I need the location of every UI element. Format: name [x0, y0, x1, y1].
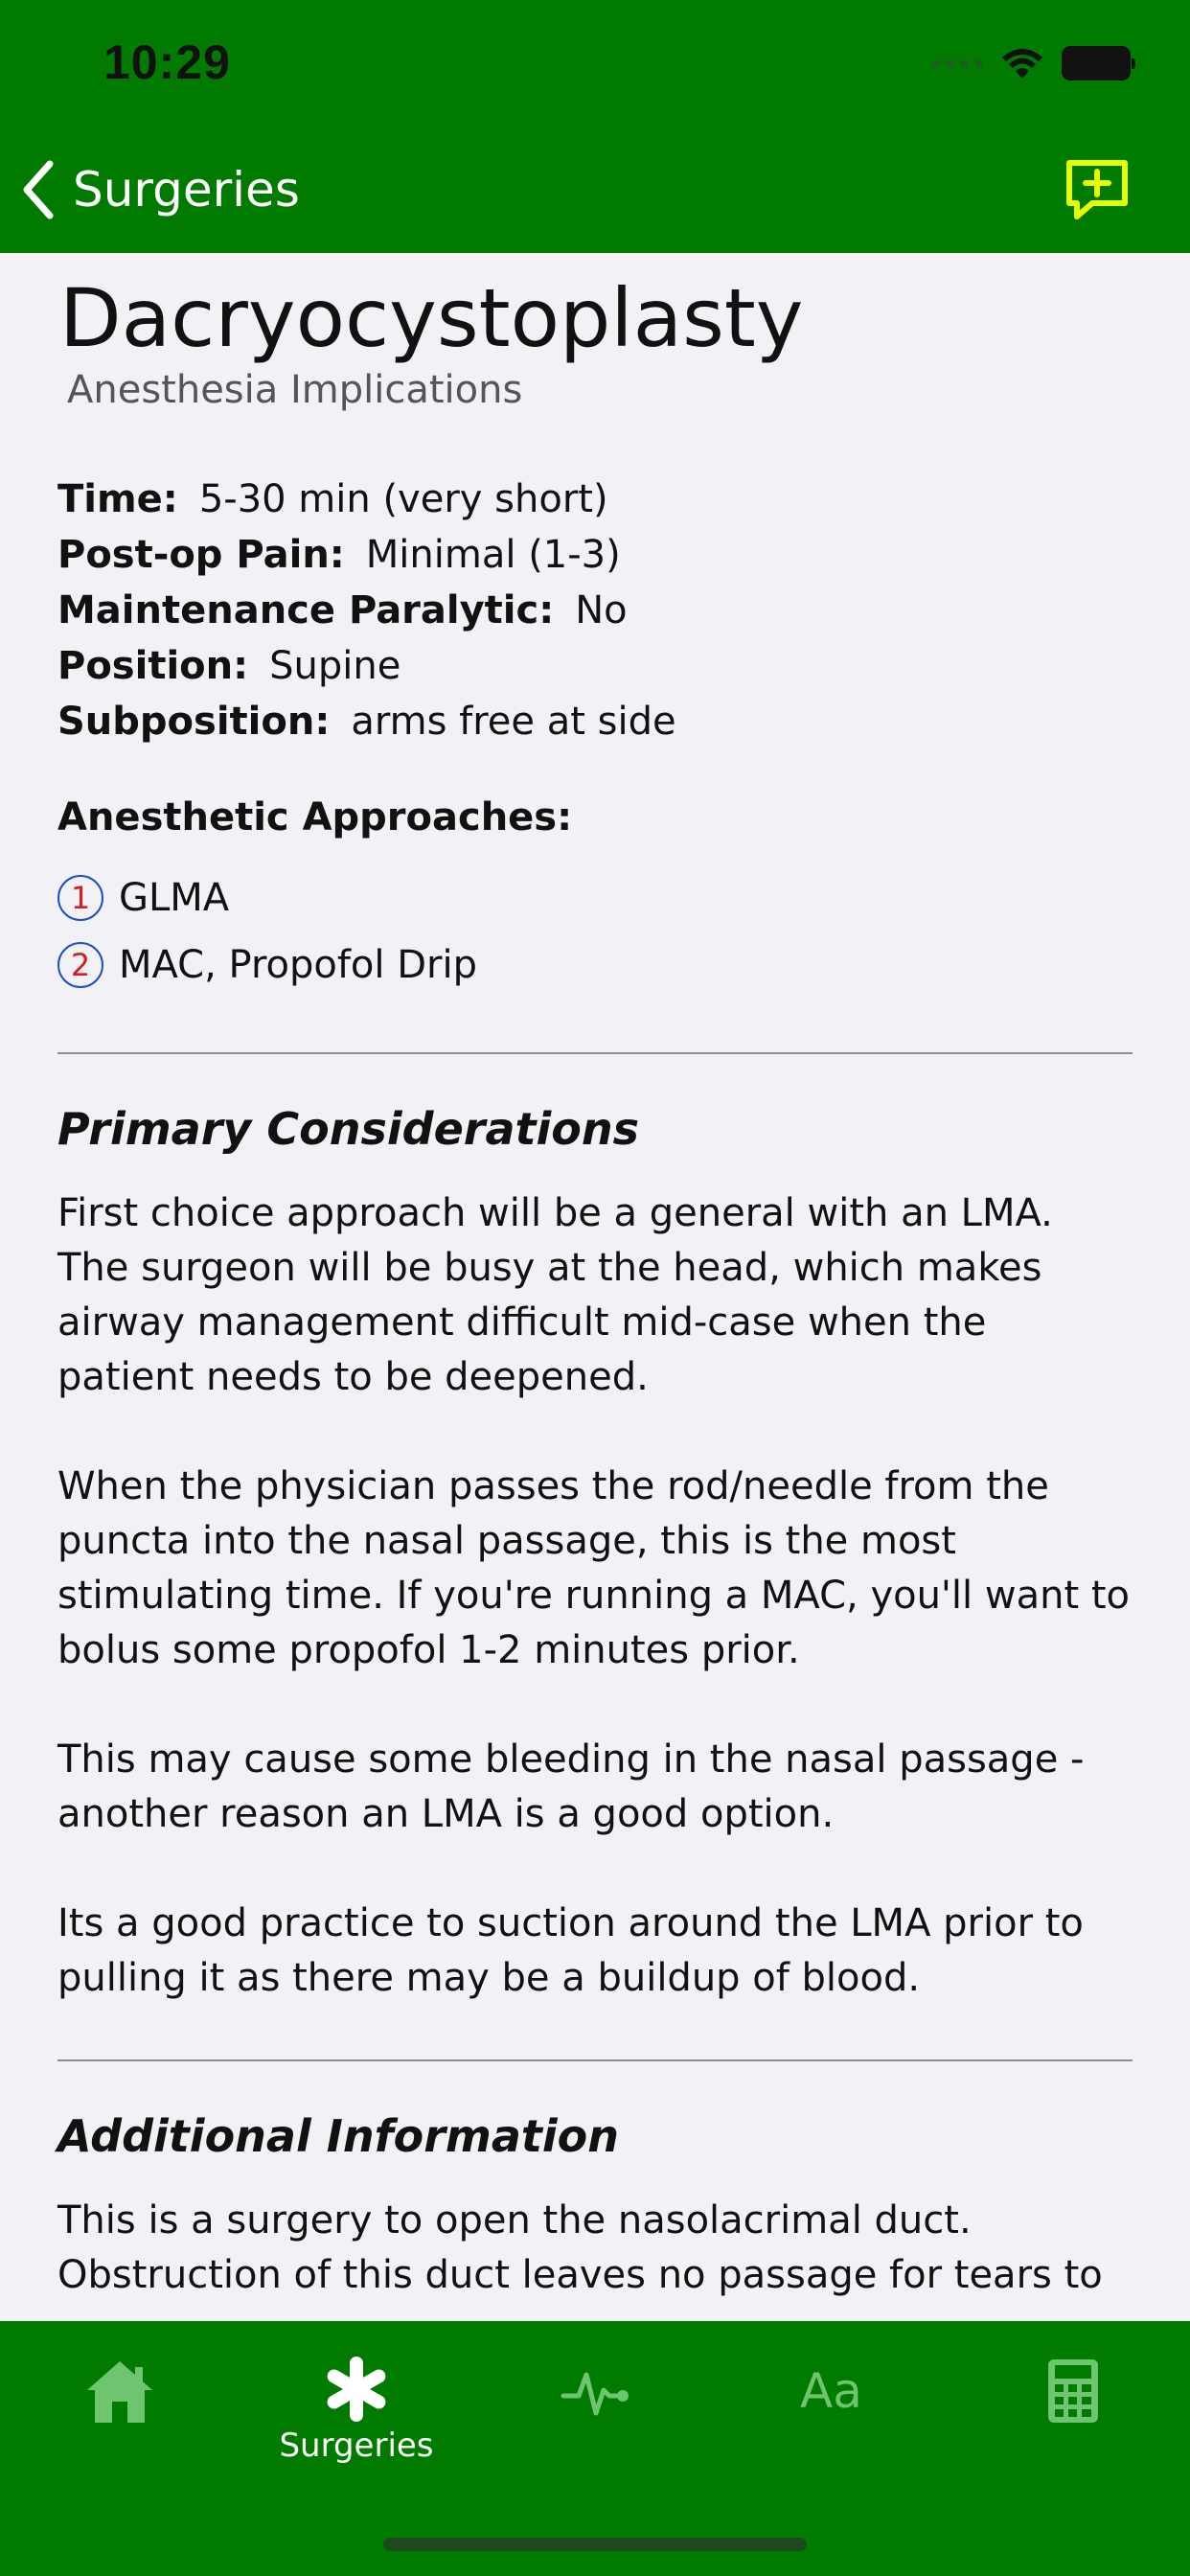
add-note-button[interactable]: [1064, 157, 1131, 224]
text-size-icon: [798, 2358, 871, 2425]
chevron-left-icon: [21, 160, 56, 219]
fact-value: Minimal (1-3): [365, 533, 621, 577]
status-time: 10:29: [103, 35, 231, 89]
back-button-label: Surgeries: [73, 162, 300, 218]
fact-value: Supine: [269, 644, 401, 688]
surgery-detail-content[interactable]: [57, 253, 1133, 2297]
tab-text-size[interactable]: [793, 2358, 876, 2492]
home-indicator[interactable]: [383, 2538, 807, 2551]
section-divider: [57, 1052, 1133, 1054]
battery-icon: [1062, 46, 1131, 80]
calculator-icon: [1046, 2358, 1100, 2425]
asterisk-icon: [325, 2358, 388, 2421]
additional-paragraph: This is a surgery to open the nasolacrimal duct. Obstruction of this duct leaves no passage for tears to: [57, 2198, 1103, 2297]
tab-vitals[interactable]: [558, 2358, 634, 2492]
heartbeat-icon: [560, 2358, 632, 2425]
fact-value: arms free at side: [351, 700, 676, 744]
fact-subposition: [57, 694, 1133, 749]
primary-paragraph: Its a good practice to suction around the LMA prior to pulling it as there may be a buildup of blood.: [57, 1901, 1084, 2000]
approach-number-badge: 2: [57, 942, 103, 988]
primary-paragraph: First choice approach will be a general with an LMA. The surgeon will be busy at the head, which makes airway management difficult mid-case when the patient needs to be deepened.: [57, 1191, 1053, 1399]
approach-label: GLMA: [119, 876, 230, 920]
cellular-signal-icon: [931, 59, 983, 68]
fact-maintenance-paralytic: [57, 583, 1133, 638]
approach-item: [57, 864, 1133, 932]
approach-label: MAC, Propofol Drip: [119, 943, 477, 987]
wifi-icon: [1000, 46, 1044, 80]
status-indicators: [931, 42, 1131, 84]
add-comment-icon: [1064, 157, 1131, 224]
fact-postop-pain: [57, 527, 1133, 583]
nav-header: [0, 0, 1190, 253]
fact-position: [57, 638, 1133, 694]
fact-value: 5-30 min (very short): [198, 477, 608, 521]
approaches-heading: Anesthetic Approaches:: [57, 795, 573, 840]
approach-item: [57, 932, 1133, 999]
fact-label: Position:: [57, 644, 249, 688]
fact-time: [57, 472, 1133, 527]
back-button[interactable]: [21, 151, 300, 228]
primary-paragraph: When the physician passes the rod/needle from the puncta into the nasal passage, this is the most stimulating time. If you're running a MAC, you'll want to bolus some propofol 1-2 minutes prior.: [57, 1464, 1131, 1672]
fact-label: Subposition:: [57, 700, 331, 744]
page-subtitle: Anesthesia Implications: [67, 368, 523, 412]
fact-label: Maintenance Paralytic:: [57, 588, 555, 632]
tab-label: Surgeries: [279, 2426, 434, 2465]
svg-text:Aa: Aa: [800, 2363, 862, 2419]
approach-number-badge: 1: [57, 875, 103, 921]
primary-paragraph: This may cause some bleeding in the nasal passage - another reason an LMA is a good option.: [57, 1737, 1085, 1836]
tab-home[interactable]: [77, 2358, 163, 2492]
home-icon: [83, 2358, 156, 2425]
primary-considerations-heading: Primary Considerations: [57, 1103, 640, 1155]
additional-information-heading: Additional Information: [57, 2110, 619, 2162]
section-divider: [57, 2059, 1133, 2061]
page-title: Dacryocystoplasty: [59, 271, 804, 365]
fact-value: No: [575, 588, 628, 632]
fact-label: Time:: [57, 477, 178, 521]
tab-calculator[interactable]: [1037, 2358, 1110, 2492]
surgery-facts: [57, 472, 1133, 749]
approaches-list: [57, 864, 1133, 999]
fact-label: Post-op Pain:: [57, 533, 345, 577]
tab-surgeries[interactable]: [261, 2358, 452, 2492]
